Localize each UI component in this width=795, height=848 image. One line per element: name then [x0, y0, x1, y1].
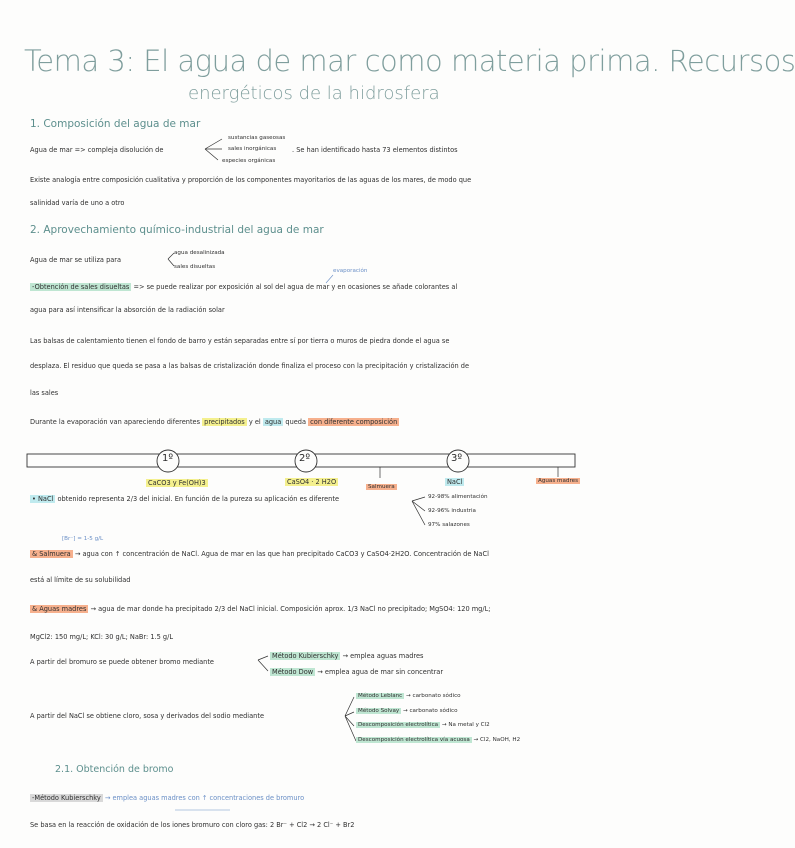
- durante-line: Durante la evaporación van apareciendo diferentes precipitados y el agua queda con diferente composición: [30, 418, 398, 426]
- use-agua-desalinizada: agua desalinizada: [174, 250, 225, 256]
- precip-caso4: CaSO4 · 2 H2O: [287, 478, 337, 486]
- composicion-highlight: con diferente composición: [310, 418, 398, 426]
- branch-organicas: especies orgánicas: [222, 158, 276, 164]
- composition-text: Agua de mar => compleja disolución de: [30, 146, 164, 154]
- composition-elements: . Se han identificado hasta 73 elementos distintos: [292, 146, 458, 154]
- nacl-tag: NaCl: [447, 478, 463, 486]
- section-2-heading: 2. Aprovechamiento químico-industrial del agua de mar: [30, 224, 324, 236]
- precipitados-highlight: precipitados: [204, 418, 245, 426]
- metodo-solvay: Método Solvay → carbonato sódico: [358, 708, 458, 714]
- section-21-heading: 2.1. Obtención de bromo: [55, 764, 174, 775]
- descomposicion-electrolitica: Descomposición electrolítica → Na metal y Cl2: [358, 722, 490, 728]
- metodo-leblanc: Método Leblanc → carbonato sódico: [358, 693, 461, 699]
- step-1-label: 1º: [162, 453, 174, 464]
- metodo-dow: Método Dow → emplea agua de mar sin concentrar: [272, 668, 444, 676]
- salmuera-tag: Salmuera: [368, 484, 395, 490]
- obtencion-line: -Obtención de sales disueltas => se puede realizar por exposición al sol del agua de mar y en ocasiones se añade colorantes al: [32, 283, 458, 291]
- reaccion-line: Se basa en la reacción de oxidación de los iones bromuro con cloro gas: 2 Br⁻ + Cl2 → 2 Cl⁻ + Br2: [30, 821, 355, 829]
- nacl-line: • NaCl obtenido representa 2/3 del inicial. En función de la pureza su aplicación es diferente: [32, 495, 340, 503]
- bromuro-note: [Br⁻] = 1-5 g/L: [62, 536, 104, 542]
- salmuera-line2: está al límite de su solubilidad: [30, 576, 131, 584]
- precip-caco3: CaCO3 y Fe(OH)3: [148, 479, 206, 487]
- nacl-use-alimentacion: 92-98% alimentación: [428, 494, 488, 500]
- section-1-heading: 1. Composición del agua de mar: [30, 118, 201, 130]
- balsas-line3: las sales: [30, 389, 59, 397]
- branch-sales: sales inorgánicas: [228, 146, 277, 152]
- balsas-line2: desplaza. El residuo que queda se pasa a las balsas de cristalización donde finaliza el proceso con la precipitación y cristalización de: [30, 362, 470, 370]
- aguas-madres-line1: & Aguas madres → agua de mar donde ha precipitado 2/3 del NaCl inicial. Composición aprox. 1/3 NaCl no precipitado; MgSO4: 120 mg/L;: [32, 605, 491, 613]
- nacl-deriv-intro: A partir del NaCl se obtiene cloro, sosa y derivados del sodio mediante: [30, 712, 265, 720]
- branch-gases: sustancias gaseosas: [228, 135, 286, 141]
- aguas-madres-tag: Aguas madres: [538, 478, 579, 484]
- kubierschky-line: -Método Kubierschky → emplea aguas madres con ↑ concentraciones de bromuro: [32, 794, 305, 802]
- uses-text: Agua de mar se utiliza para: [30, 256, 122, 264]
- step-3-label: 3º: [451, 453, 463, 464]
- use-sales-disueltas: sales disueltas: [174, 264, 216, 270]
- obtencion-line2: agua para así intensificar la absorción de la radiación solar: [30, 306, 225, 314]
- agua-highlight: agua: [264, 418, 282, 426]
- analogia-line1: Existe analogía entre composición cualitativa y proporción de los componentes mayoritarios de las aguas de los mares, de modo que: [30, 176, 472, 184]
- bromo-intro: A partir del bromuro se puede obtener bromo mediante: [30, 658, 214, 666]
- nacl-use-salazones: 97% salazones: [428, 522, 470, 528]
- page-title: Tema 3: El agua de mar como materia prima. Recursos: [24, 44, 795, 78]
- page-subtitle: energéticos de la hidrosfera: [188, 83, 440, 104]
- balsas-line1: Las balsas de calentamiento tienen el fondo de barro y están separadas entre sí por tierra o muros de piedra donde el agua se: [30, 337, 450, 345]
- aguas-madres-line2: MgCl2: 150 mg/L; KCl: 30 g/L; NaBr: 1.5 g/L: [30, 633, 173, 641]
- evaporacion-note: evaporación: [333, 268, 368, 274]
- analogia-line2: salinidad varía de uno a otro: [30, 199, 125, 207]
- step-2-label: 2º: [299, 453, 311, 464]
- obtencion-highlight: -Obtención de sales disueltas: [32, 283, 130, 291]
- nacl-use-industria: 92-96% industria: [428, 508, 476, 514]
- descomposicion-via-acuosa: Descomposición electrolítica vía acuosa → Cl2, NaOH, H2: [358, 737, 521, 743]
- reaccion-equation: 2 Br⁻ + Cl2 → 2 Cl⁻ + Br2: [269, 821, 355, 829]
- metodo-kubierschky: Método Kubierschky → emplea aguas madres: [272, 652, 424, 660]
- salmuera-line1: & Salmuera → agua con ↑ concentración de NaCl. Agua de mar en las que han precipitado CaCO3 y CaSO4·2H2O. Concentración de NaCl: [32, 550, 489, 558]
